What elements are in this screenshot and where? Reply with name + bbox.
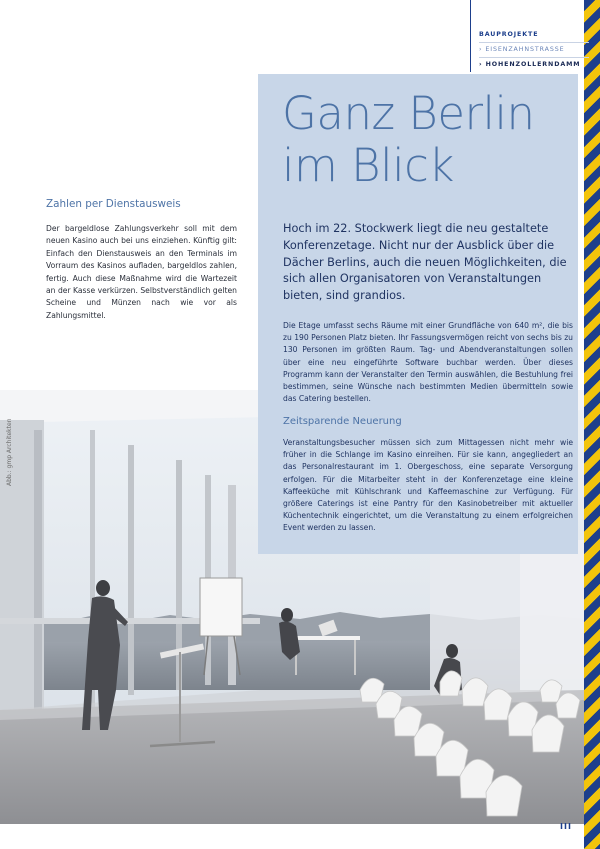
hazard-stripe-border	[584, 0, 600, 849]
article-paragraph-2: Veranstaltungsbesucher müssen sich zum Mittagessen nicht mehr wie früher in die Schlange im Kasino einreihen. Für sie kann, angegliedert an das Personalrestaurant im 1. Obergeschoss, eine separate Versorgung erfolgen. Für die Mitarbeiter steht in der Konferenzetage eine kleine Kaffeeküche mit Kühlschrank und Kaffeemaschine zur Verfügung. Für größere Caterings ist eine Pantry für den Kasinobetreiber mit aktueller Küchentechnik eingerichtet, um die Veranstaltung zu einem erfolgreichen Event werden zu lassen.	[283, 438, 573, 533]
breadcrumb-section[interactable]: BAUPROJEKTE	[479, 31, 539, 38]
breadcrumb-item-eisenzahnstrasse[interactable]: › EISENZAHNSTRASSE	[479, 42, 589, 57]
article-paragraph-1: Die Etage umfasst sechs Räume mit einer Grundfläche von 640 m², die bis zu 190 Personen Platz bieten. Ihr Fassungsvermögen reicht von sechs bis zu 130 Personen im größten Raum. Tag- und Abendveranstaltungen sollen über eine neu eingeführte Software buchbar werden. Über dieses Programm kann der Veranstalter den Termin auswählen, die Bestuhlung frei bestimmen, seine Wünsche nach bestimmten Medien übermitteln sowie das Catering bestellen.	[283, 321, 573, 404]
sidebar-text: Der bargeldlose Zahlungsverkehr soll mit dem neuen Kasino auch bei uns einziehen. Künftig gilt: Einfach den Dienstausweis an den Terminals im Vorraum des Kasinos aufladen, bargeldlos zahlen, fertig. Auch diese Maßnahme wird die Wartezeit an der Kasse verkürzen. Selbstverständlich gelten Scheine und Münzen nach wie vor als Zahlungsmittel.	[46, 224, 237, 320]
photo-credit	[6, 400, 16, 490]
photo-credit-text: Abb.: gmp Architekten	[6, 418, 13, 486]
breadcrumb	[470, 0, 589, 72]
article-title: Ganz Berlin im Blick	[282, 87, 535, 192]
article-lead: Hoch im 22. Stockwerk liegt die neu gestaltete Konferenzetage. Nicht nur der Ausblick über die Dächer Berlins, auch die neuen Möglichkeiten, die sich allen Organisatoren von Veranstaltungen bieten, sind grandios.	[283, 222, 567, 303]
article-subheading: Zeitsparende Neuerung	[283, 416, 402, 427]
page-number: III	[560, 822, 572, 831]
breadcrumb-item-hohenzollerndamm[interactable]: › HOHENZOLLERNDAMM	[479, 57, 589, 72]
sidebar-heading: Zahlen per Dienstausweis	[46, 198, 181, 210]
